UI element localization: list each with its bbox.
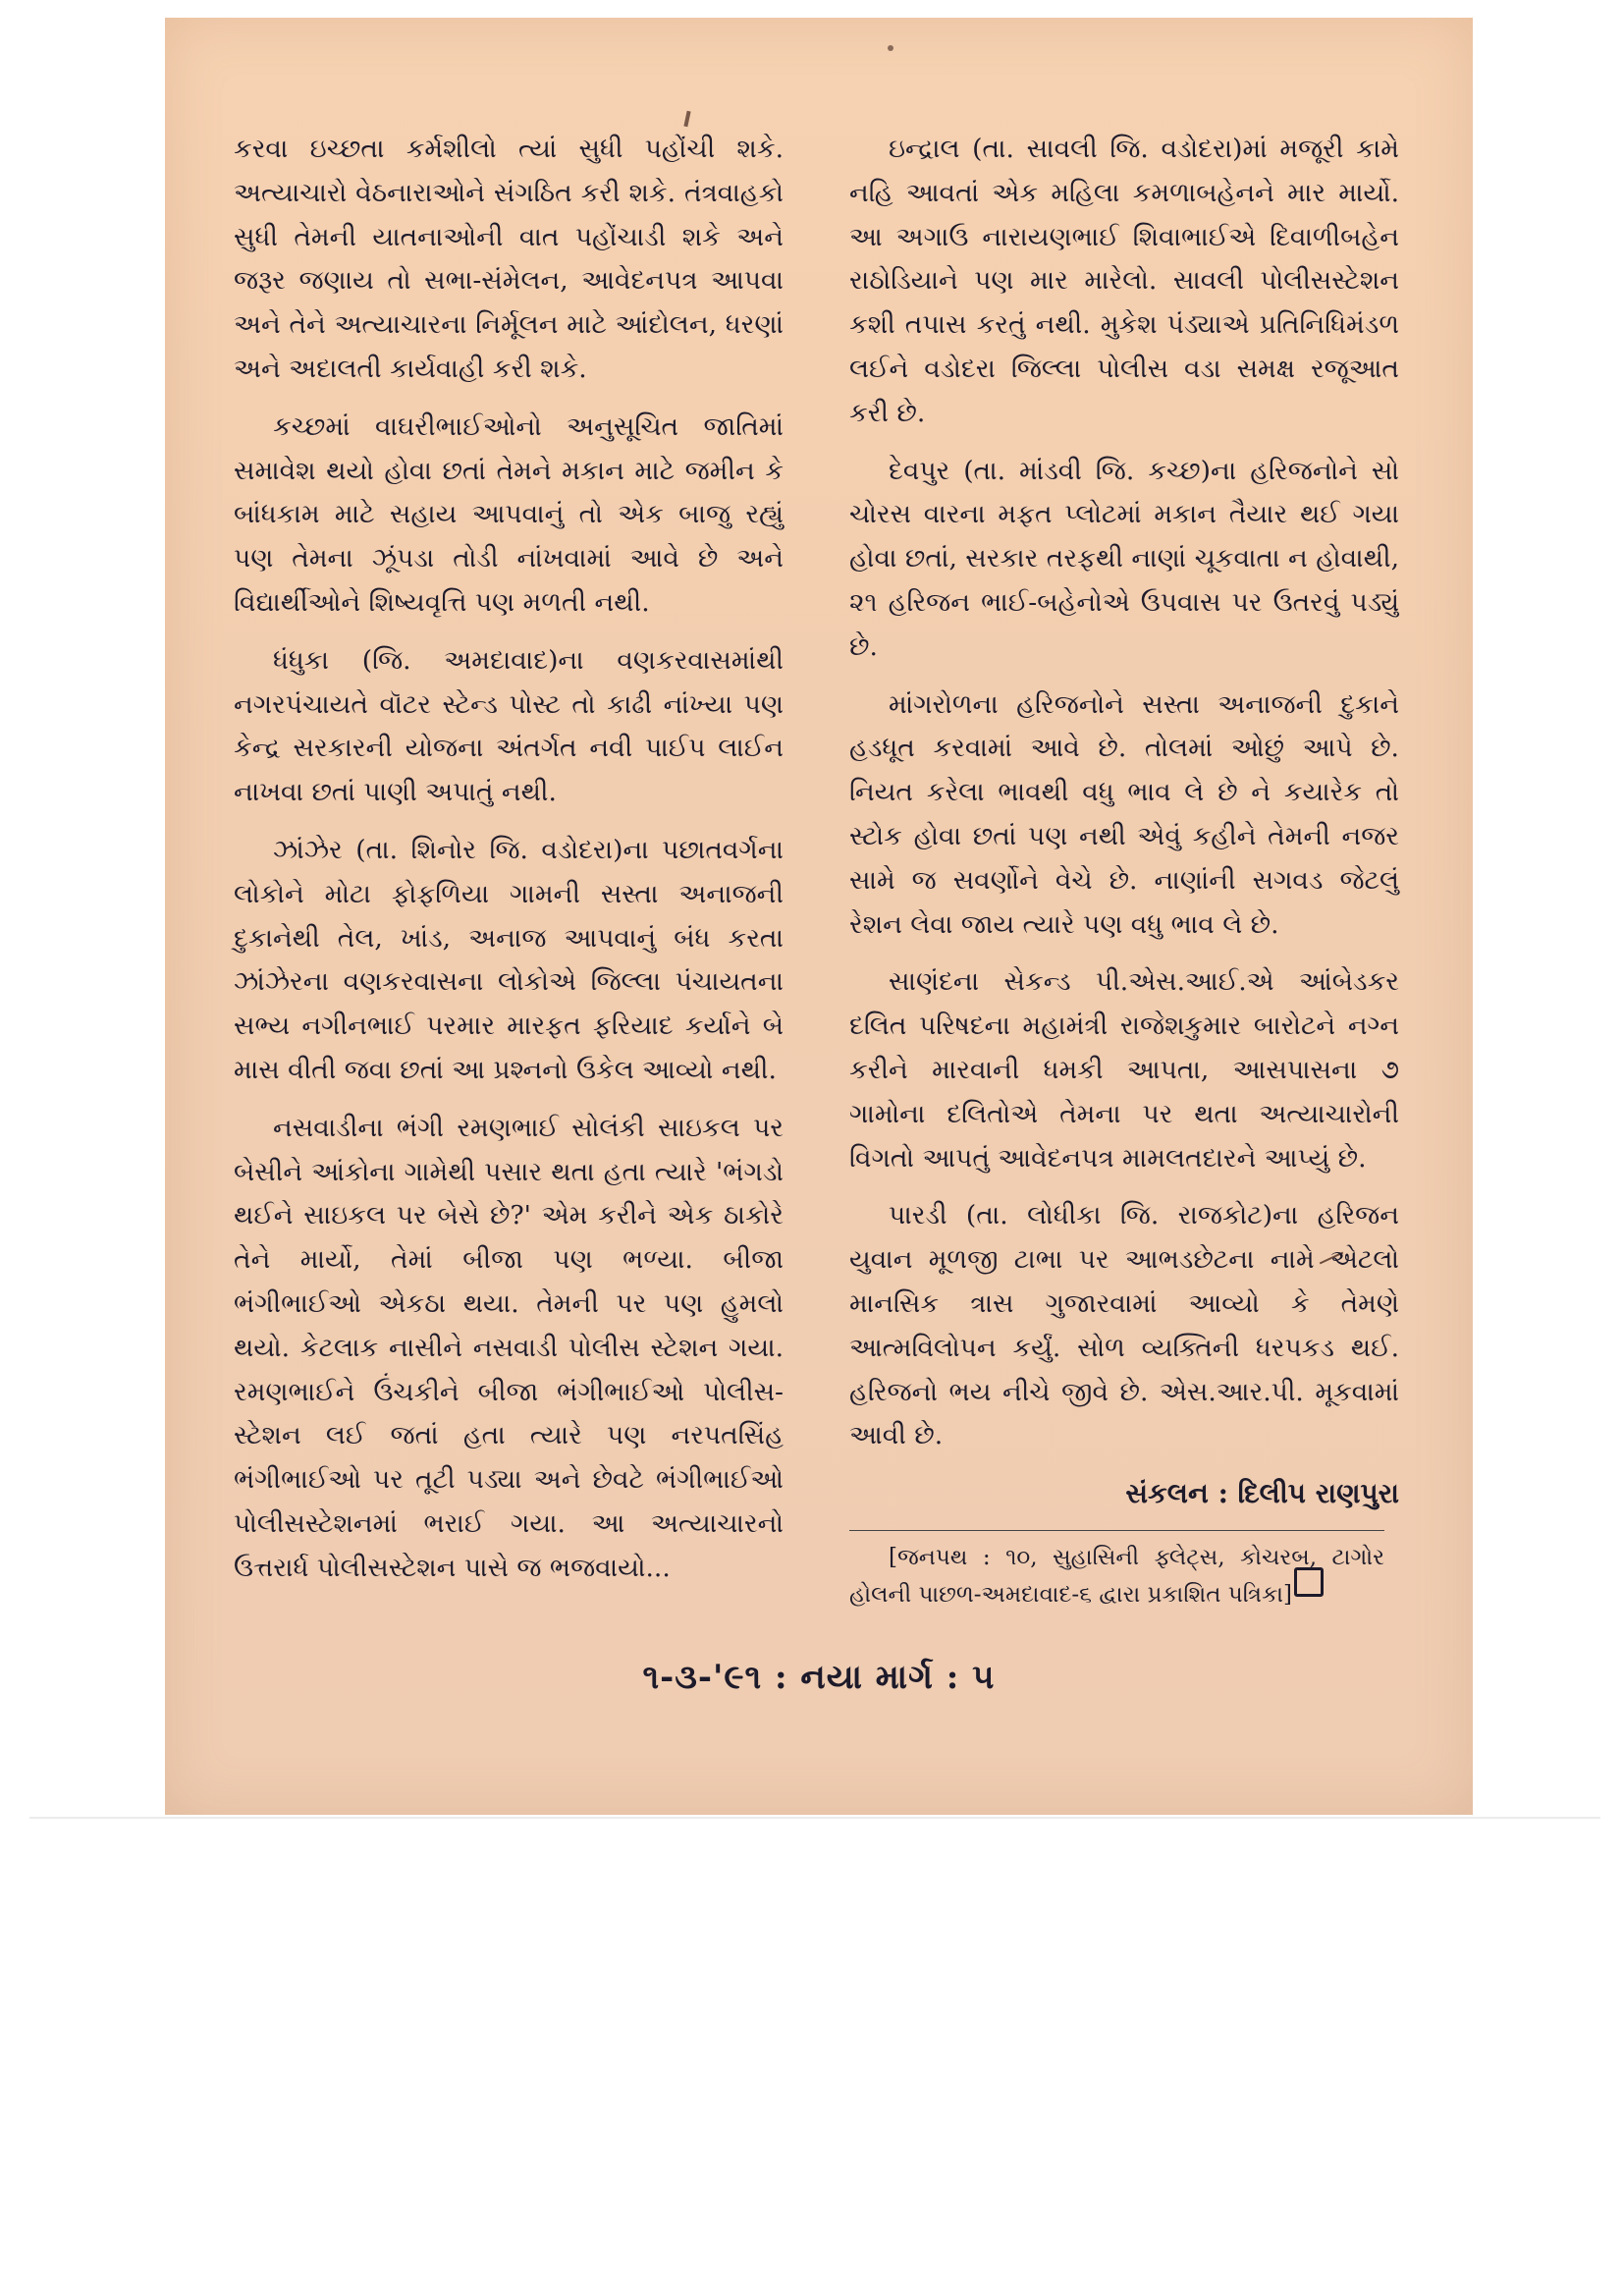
- paragraph: માંગરોળના હરિજનોને સસ્તા અનાજની દુકાને હડધૂત કરવામાં આવે છે. તોલમાં ઓછું આપે છે. નિયત કરેલા ભાવથી વધુ ભાવ લે છે ને કયારેક તો સ્ટોક હોવા છતાં પણ નથી એવું કહીને તેમની નજર સામે જ સવર્ણોને વેચે છે. નાણાંની સગવડ જેટલું રેશન લેવા જાય ત્યારે પણ વધુ ભાવ લે છે.: [849, 688, 1399, 940]
- paragraph: દેવપુર (તા. માંડવી જિ. કચ્છ)ના હરિજનોને સો ચોરસ વારના મફત પ્લોટમાં મકાન તૈયાર થઈ ગયા હોવા છતાં, સરકાર તરફથી નાણાં ચૂકવાતા ન હોવાથી, ૨૧ હરિજન ભાઈ-બહેનોએ ઉપવાસ પર ઉતરવું પડ્યું છે.: [849, 455, 1399, 662]
- page-footer: ૧-૩-'૯૧ : નયા માર્ગ : ૫: [642, 1658, 996, 1697]
- paragraph: નસવાડીના ભંગી રમણભાઈ સોલંકી સાઇકલ પર બેસીને આંકોના ગામેથી પસાર થતા હતા ત્યારે 'ભંગડો થઈને સાઇકલ પર બેસે છે?' એમ કરીને એક ઠાકોરે તેને માર્યો, તેમાં બીજા પણ ભળ્યા. બીજા ભંગીભાઈઓ એકઠા થયા. તેમની પર પણ હુમલો થયો. કેટલાક નાસીને નસવાડી પોલીસ સ્ટેશન ગયા. રમણભાઈને ઉંચકીને બીજા ભંગીભાઈઓ પોલીસ-સ્ટેશન લઈ જતાં હતા ત્યારે પણ નરપતસિંહ ભંગીભાઈઓ પર તૂટી પડ્યા અને છેવટે ભંગીભાઈઓ પોલીસસ્ટેશનમાં ભરાઈ ગયા. આ અત્યાચારનો ઉત્તરાર્ધ પોલીસસ્ટેશન પાસે જ ભજવાયો...: [234, 1112, 784, 1583]
- article-end-square-icon: [1294, 1567, 1324, 1597]
- speck-mark: [683, 111, 690, 127]
- paragraph: પારડી (તા. લોધીકા જિ. રાજકોટ)ના હરિજન યુવાન મૂળજી ટાભા પર આભડછેટના નામે એટલો માનસિક ત્રાસ ગુજારવામાં આવ્યો કે તેમણે આત્મવિલોપન કર્યું. સોળ વ્યક્તિની ધરપકડ થઈ. હરિજનો ભય નીચે જીવે છે. એસ.આર.પી. મૂકવામાં આવી છે.: [849, 1200, 1399, 1451]
- right-column: [849, 128, 1399, 1627]
- paragraph: સાણંદના સેકન્ડ પી.એસ.આઈ.એ આંબેડકર દલિત પરિષદના મહામંત્રી રાજેશકુમાર બારોટને નગ્ન કરીને મારવાની ધમકી આપતા, આસપાસના ૭ ગામોના દલિતોએ તેમના પર થતા અત્યાચારોની વિગતો આપતું આવેદનપત્ર મામલતદારને આપ્યું છે.: [849, 966, 1399, 1174]
- paragraph: ઇન્દ્રાલ (તા. સાવલી જિ. વડોદરા)માં મજૂરી કામે નહિ આવતાં એક મહિલા કમળાબહેનને માર માર્યો. આ અગાઉ નારાયણભાઈ શિવાભાઈએ દિવાળીબહેન રાઠોડિયાને પણ માર મારેલો. સાવલી પોલીસસ્ટેશન કશી તપાસ કરતું નથી. મુકેશ પંડ્યાએ પ્રતિનિધિમંડળ લઈને વડોદરા જિલ્લા પોલીસ વડા સમક્ષ રજૂઆત કરી છે.: [849, 134, 1399, 428]
- paragraph: કરવા ઇચ્છતા કર્મશીલો ત્યાં સુધી પહોંચી શકે. અત્યાચારો વેઠનારાઓને સંગઠિત કરી શકે. તંત્રવાહકો સુધી તેમની યાતનાઓની વાત પહોંચાડી શકે અને જરૂર જણાય તો સભા-સંમેલન, આવેદનપત્ર આપવા અને તેને અત્યાચારના નિર્મૂલન માટે આંદોલન, ધરણાં અને અદાલતી કાર્યવાહી કરી શકે.: [234, 134, 784, 384]
- source-note: [જનપથ : ૧૦, સુહાસિની ફ્લેટ્સ, કોચરબ, ટાગોર હોલની પાછળ-અમદાવાદ-૬ દ્વારા પ્રકાશિત પત્રિકા]: [849, 1530, 1384, 1613]
- paragraph: ધંધુકા (જિ. અમદાવાદ)ના વણકરવાસમાંથી નગરપંચાયતે વૉટર સ્ટેન્ડ પોસ્ટ તો કાઢી નાંખ્યા પણ કેન્દ્ર સરકારની યોજના અંતર્ગત નવી પાઈપ લાઈન નાખવા છતાં પાણી અપાતું નથી.: [234, 644, 784, 808]
- magazine-page: [165, 18, 1473, 1815]
- paragraph: કચ્છમાં વાઘરીભાઈઓનો અનુસૂચિત જાતિમાં સમાવેશ થયો હોવા છતાં તેમને મકાન માટે જમીન કે બાંધકામ માટે સહાય આપવાનું તો એક બાજુ રહ્યું પણ તેમના ઝૂંપડા તોડી નાંખવામાં આવે છે અને વિદ્યાર્થીઓને શિષ્યવૃત્તિ પણ મળતી નથી.: [234, 410, 784, 618]
- compiler-credit: સંકલન : દિલીપ રાણપુરા: [1125, 1477, 1399, 1510]
- speck-mark: [888, 45, 893, 51]
- left-column: [234, 128, 784, 1605]
- paragraph: ઝાંઝેર (તા. શિનોર જિ. વડોદરા)ના પછાતવર્ગના લોકોને મોટા ફોફળિયા ગામની સસ્તા અનાજની દુકાનેથી તેલ, ખાંડ, અનાજ આપવાનું બંધ કરતા ઝાંઝેરના વણકરવાસના લોકોએ જિલ્લા પંચાયતના સભ્ય નગીનભાઈ પરમાર મારફત ફરિયાદ કર્યાને બે માસ વીતી જવા છતાં આ પ્રશ્નનો ઉકેલ આવ્યો નથી.: [234, 834, 784, 1085]
- scan-divider-line: [29, 1817, 1600, 1819]
